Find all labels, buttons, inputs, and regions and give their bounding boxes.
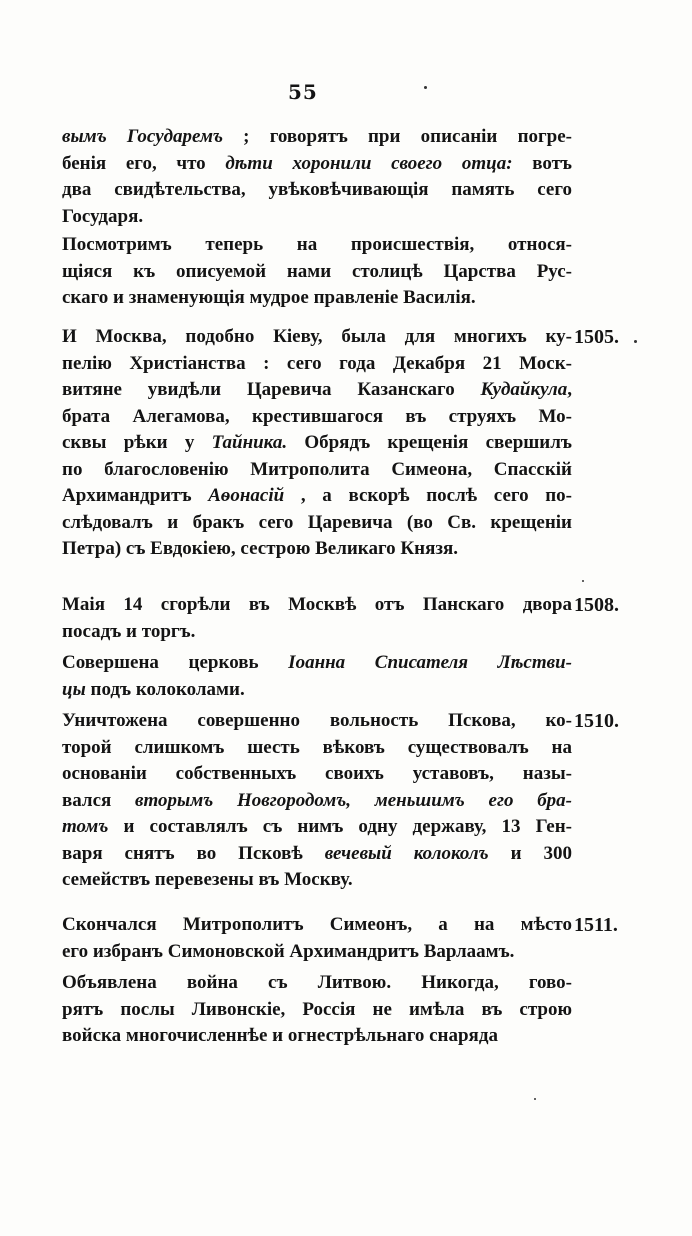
text-line: томъ и составлялъ съ нимъ одну державу, 13 Ген- bbox=[62, 816, 572, 837]
text-line: Государя. bbox=[62, 205, 144, 227]
page-number: 55 bbox=[288, 80, 318, 104]
text-line: скаго и знаменующія мудрое правленіе Василія. bbox=[62, 287, 476, 308]
text-line: Уничтожена совершенно вольность Пскова, ко- bbox=[62, 710, 572, 731]
text-line: слѣдовалъ и бракъ сего Царевича (во Св. крещеніи bbox=[62, 511, 572, 533]
margin-year: 1511. bbox=[574, 914, 618, 936]
text-line: Маія 14 сгорѣли въ Москвѣ отъ Панскаго двора bbox=[62, 594, 572, 615]
margin-year: 1510. bbox=[574, 710, 619, 732]
text-line: торой слишкомъ шесть вѣковъ существовалъ на bbox=[62, 736, 572, 758]
text-line: вымъ Государемъ ; говорятъ при описаніи погре- bbox=[62, 126, 572, 147]
text-line: бенія его, что дѣти хоронили своего отца: вотъ bbox=[62, 152, 572, 174]
text-line: войска многочисленнѣе и огнестрѣльнаго снаряда bbox=[62, 1025, 498, 1046]
text-line: цы подъ колоколами. bbox=[62, 678, 245, 700]
text-line: два свидѣтельства, увѣковѣчивающія память сего bbox=[62, 179, 572, 200]
print-speck bbox=[634, 340, 637, 343]
print-speck bbox=[582, 580, 584, 582]
text-line: посадъ и торгъ. bbox=[62, 620, 196, 642]
text-line: Совершена церковь Іоанна Списателя Лѣстви- bbox=[62, 652, 572, 673]
text-line: по благословенію Митрополита Симеона, Спасскій bbox=[62, 458, 572, 480]
margin-year: 1505. bbox=[574, 326, 619, 348]
text-line: основаніи собственныхъ своихъ уставовъ, назы- bbox=[62, 763, 572, 784]
print-speck bbox=[424, 86, 427, 89]
text-line: Архимандритъ Аѳонасій , а вскорѣ послѣ сего по- bbox=[62, 485, 572, 506]
text-line: вался вторымъ Новгородомъ, меньшимъ его бра- bbox=[62, 789, 572, 811]
text-line: пелію Христіанства : сего года Декабря 21 Моск- bbox=[62, 352, 572, 374]
text-line: щіяся къ описуемой нами столицѣ Царства Рус- bbox=[62, 260, 572, 282]
print-speck bbox=[534, 1098, 536, 1100]
text-line: Посмотримъ теперь на происшествія, относя- bbox=[62, 234, 572, 255]
text-line: рятъ послы Ливонскіе, Россія не имѣла въ строю bbox=[62, 998, 572, 1020]
text-line: его избранъ Симоновской Архимандритъ Варлаамъ. bbox=[62, 940, 515, 962]
text-line: семействъ перевезены въ Москву. bbox=[62, 869, 353, 890]
text-line: варя снятъ во Псковѣ вечевый колоколъ и 300 bbox=[62, 842, 572, 864]
text-line: витяне увидѣли Царевича Казанскаго Кудайкула, bbox=[62, 379, 572, 400]
text-line: Объявлена война съ Литвою. Никогда, гово- bbox=[62, 972, 572, 993]
margin-year: 1508. bbox=[574, 594, 619, 616]
text-line: брата Алегамова, крестившагося въ струяхъ Мо- bbox=[62, 405, 572, 427]
text-line: Скончался Митрополитъ Симеонъ, а на мѣсто bbox=[62, 914, 572, 935]
text-line: И Москва, подобно Кіеву, была для многихъ ку- bbox=[62, 326, 572, 347]
text-line: сквы рѣки у Тайника. Обрядъ крещенія свершилъ bbox=[62, 432, 572, 453]
text-line: Петра) съ Евдокіею, сестрою Великаго Князя. bbox=[62, 538, 459, 559]
